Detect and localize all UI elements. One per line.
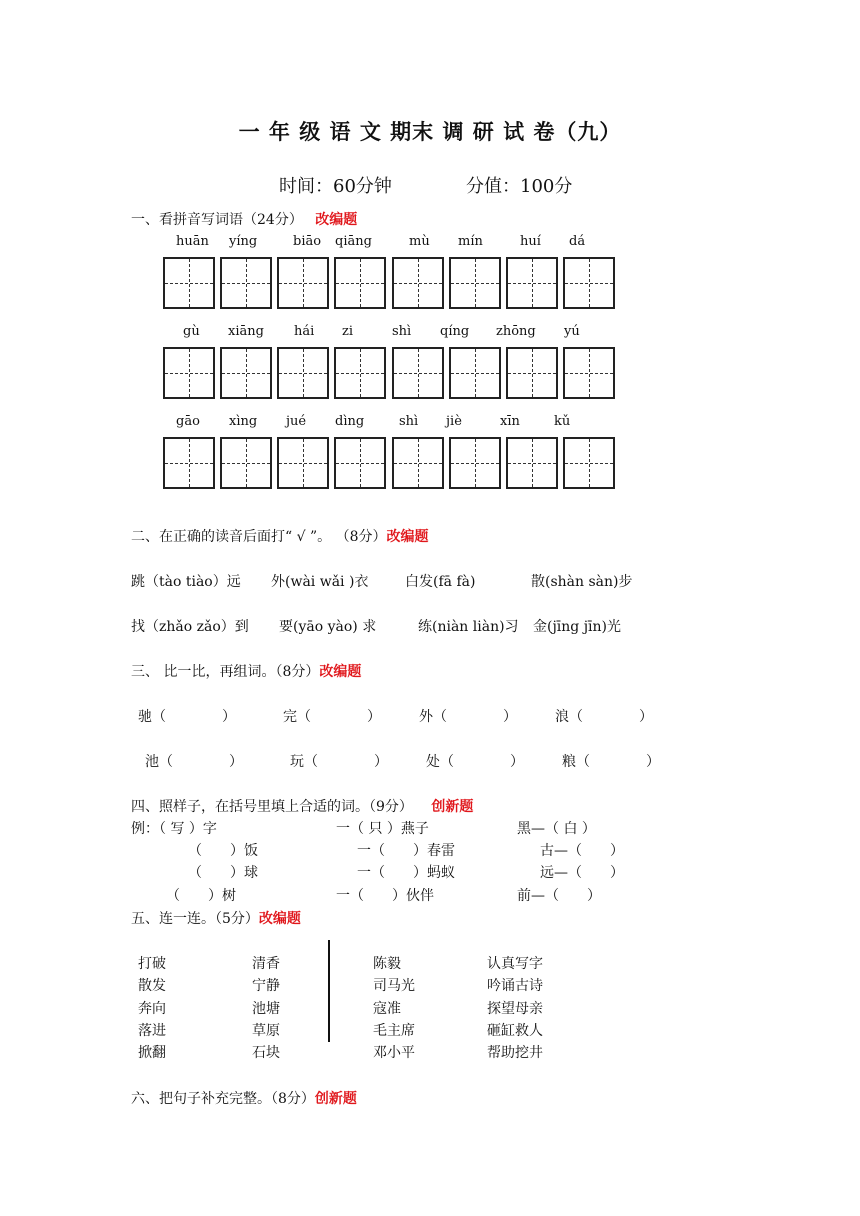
- writing-cell[interactable]: [220, 347, 272, 399]
- reading-item: 练(niàn liàn)习: [418, 619, 519, 635]
- section-1-label: 一、看拼音写词语（24分）: [131, 212, 303, 228]
- fill-item: 一（ ）春雷: [357, 843, 455, 859]
- fill-item: 古—（ ）: [540, 843, 624, 859]
- compare-item: 浪（ ）: [555, 709, 653, 725]
- pinyin: jiè: [446, 414, 462, 429]
- fill-item: 前—（ ）: [517, 888, 601, 904]
- pinyin: shì: [392, 324, 412, 339]
- compare-item: 驰（ ）: [138, 709, 236, 725]
- section-4-label: 四、照样子，在括号里填上合适的词。（9分）: [131, 799, 413, 815]
- page-title: 一 年 级 语 文 期末 调 研 试 卷（九）: [238, 119, 622, 144]
- section-4-tag: 创新题: [431, 799, 474, 815]
- compare-item: 粮（ ）: [562, 754, 660, 770]
- fill-item: 一（ 只 ）燕子: [336, 821, 429, 837]
- writing-cell[interactable]: [392, 437, 444, 489]
- pinyin: qíng: [440, 324, 470, 339]
- reading-item: 跳（tào tiào）远: [131, 574, 241, 590]
- pinyin: shì: [399, 414, 419, 429]
- pinyin: zi: [342, 324, 354, 339]
- reading-item: 金(jīng jīn)光: [533, 619, 622, 635]
- match-word[interactable]: 落进: [138, 1023, 166, 1039]
- match-word[interactable]: 探望母亲: [487, 1001, 543, 1017]
- match-word[interactable]: 打破: [138, 956, 166, 972]
- pinyin: gāo: [176, 414, 200, 429]
- compare-item: 外（ ）: [419, 709, 517, 725]
- pinyin: xīn: [500, 414, 520, 429]
- match-word[interactable]: 陈毅: [373, 956, 401, 972]
- compare-item: 玩（ ）: [290, 754, 388, 770]
- pinyin: yíng: [229, 234, 258, 249]
- fill-item: 黑—（ 白 ）: [517, 821, 596, 837]
- fill-item: （ ）饭: [188, 843, 258, 859]
- writing-cell[interactable]: [220, 437, 272, 489]
- writing-cell[interactable]: [506, 257, 558, 309]
- section-1-tag: 改编题: [315, 212, 358, 228]
- writing-cell[interactable]: [163, 257, 215, 309]
- pinyin: biāo: [293, 234, 322, 249]
- match-word[interactable]: 草原: [252, 1023, 280, 1039]
- match-word[interactable]: 散发: [138, 978, 166, 994]
- writing-cell[interactable]: [449, 257, 501, 309]
- match-word[interactable]: 毛主席: [373, 1023, 415, 1039]
- section-2-heading: [131, 526, 429, 546]
- match-word[interactable]: 邓小平: [373, 1045, 415, 1061]
- compare-item: 池（ ）: [145, 754, 243, 770]
- match-word[interactable]: 帮助挖井: [487, 1045, 543, 1061]
- match-word[interactable]: 池塘: [252, 1001, 280, 1017]
- pinyin: huí: [520, 234, 541, 249]
- section-6-label: 六、把句子补充完整。（8分）: [131, 1091, 315, 1107]
- writing-cell[interactable]: [334, 437, 386, 489]
- exam-score: 分值：100分: [466, 176, 573, 197]
- writing-cell[interactable]: [506, 437, 558, 489]
- section-6-heading: [131, 1088, 357, 1108]
- reading-item: 外(wài wǎi )衣: [271, 574, 369, 590]
- pinyin: dìng: [335, 414, 365, 429]
- writing-cell[interactable]: [563, 257, 615, 309]
- section-5-label: 五、连一连。（5分）: [131, 911, 259, 927]
- writing-cell[interactable]: [334, 347, 386, 399]
- pinyin: kǔ: [554, 414, 571, 429]
- reading-item: 要(yāo yào) 求: [279, 619, 377, 635]
- pinyin: xìng: [229, 414, 258, 429]
- match-word[interactable]: 寇准: [373, 1001, 401, 1017]
- writing-cell[interactable]: [277, 257, 329, 309]
- fill-item: （ ）树: [166, 888, 236, 904]
- pinyin: gù: [183, 324, 200, 339]
- pinyin: mù: [409, 234, 430, 249]
- section-2-tag: 改编题: [386, 529, 429, 545]
- writing-cell[interactable]: [163, 437, 215, 489]
- pinyin: mín: [458, 234, 483, 249]
- pinyin: hái: [294, 324, 315, 339]
- fill-item: 例：（ 写 ）字: [131, 821, 217, 837]
- section-3-heading: [131, 661, 361, 681]
- writing-cell[interactable]: [506, 347, 558, 399]
- section-4-heading: [131, 796, 473, 816]
- writing-cell[interactable]: [563, 347, 615, 399]
- section-3-label: 三、 比一比，再组词。（8分）: [131, 664, 320, 680]
- pinyin: qiāng: [335, 234, 372, 249]
- exam-time: 时间：60分钟: [279, 176, 392, 197]
- match-word[interactable]: 砸缸救人: [487, 1023, 543, 1039]
- match-word[interactable]: 宁静: [252, 978, 280, 994]
- pinyin: zhōng: [496, 324, 536, 339]
- writing-cell[interactable]: [392, 347, 444, 399]
- compare-item: 处（ ）: [426, 754, 524, 770]
- writing-cell[interactable]: [277, 347, 329, 399]
- match-word[interactable]: 掀翻: [138, 1045, 166, 1061]
- divider-line: [328, 940, 330, 1042]
- writing-cell[interactable]: [163, 347, 215, 399]
- section-5-tag: 改编题: [258, 911, 301, 927]
- pinyin: xiāng: [228, 324, 264, 339]
- section-5-heading: [131, 908, 301, 928]
- match-word[interactable]: 奔向: [138, 1001, 166, 1017]
- section-2-label: 二、在正确的读音后面打“ √ ”。 （8分）: [131, 529, 387, 545]
- writing-cell[interactable]: [277, 437, 329, 489]
- pinyin: jué: [286, 414, 307, 429]
- writing-cell[interactable]: [334, 257, 386, 309]
- pinyin: huān: [176, 234, 209, 249]
- fill-item: 一（ ）蚂蚁: [357, 865, 455, 881]
- section-3-tag: 改编题: [319, 664, 362, 680]
- match-word[interactable]: 清香: [252, 956, 280, 972]
- fill-item: 一（ ）伙伴: [336, 888, 434, 904]
- compare-item: 完（ ）: [283, 709, 381, 725]
- reading-item: 找（zhǎo zǎo）到: [131, 619, 249, 635]
- match-word[interactable]: 司马光: [373, 978, 415, 994]
- pinyin: dá: [569, 234, 586, 249]
- writing-cell[interactable]: [449, 437, 501, 489]
- match-word[interactable]: 认真写字: [487, 956, 543, 972]
- section-1-heading: [131, 209, 357, 229]
- reading-item: 白发(fā fà): [405, 574, 476, 590]
- section-6-tag: 创新题: [314, 1091, 357, 1107]
- match-word[interactable]: 石块: [252, 1045, 280, 1061]
- match-word[interactable]: 吟诵古诗: [487, 978, 543, 994]
- writing-cell[interactable]: [220, 257, 272, 309]
- reading-item: 散(shàn sàn)步: [531, 574, 633, 590]
- writing-cell[interactable]: [563, 437, 615, 489]
- fill-item: 远—（ ）: [540, 865, 624, 881]
- pinyin: yú: [564, 324, 580, 339]
- fill-item: （ ）球: [188, 865, 258, 881]
- writing-cell[interactable]: [392, 257, 444, 309]
- writing-cell[interactable]: [449, 347, 501, 399]
